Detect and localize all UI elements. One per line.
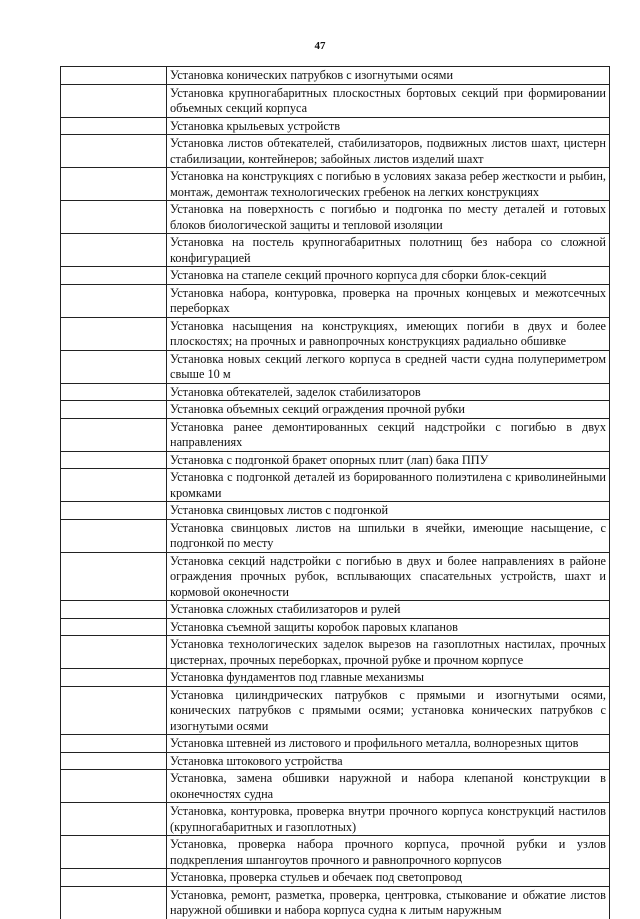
code-cell bbox=[61, 519, 167, 552]
operation-description: Установка, контуровка, проверка внутри прочного корпуса конструкций настилов (крупногабаритных и газоплотных) bbox=[167, 803, 610, 836]
table-row bbox=[61, 135, 610, 168]
operation-description: Установка ранее демонтированных секций надстройки с погибью в двух направлениях bbox=[167, 418, 610, 451]
code-cell bbox=[61, 317, 167, 350]
operation-description: Установка технологических заделок вырезов на газоплотных настилах, прочных цистернах, прочных переборках, прочной рубке и прочном корпусе bbox=[167, 636, 610, 669]
table-row bbox=[61, 267, 610, 285]
table-row bbox=[61, 284, 610, 317]
table-row bbox=[61, 735, 610, 753]
operation-description: Установка крыльевых устройств bbox=[167, 117, 610, 135]
table-row bbox=[61, 803, 610, 836]
operation-description: Установка, замена обшивки наружной и набора клепаной конструкции в оконечностях судна bbox=[167, 770, 610, 803]
operation-description: Установка крупногабаритных плоскостных бортовых секций при формировании объемных секций корпуса bbox=[167, 84, 610, 117]
code-cell bbox=[61, 234, 167, 267]
operation-description: Установка на конструкциях с погибью в условиях заказа ребер жесткости и рыбин, монтаж, демонтаж технологических гребенок на легких конструкциях bbox=[167, 168, 610, 201]
code-cell bbox=[61, 502, 167, 520]
operation-description: Установка новых секций легкого корпуса в средней части судна полупериметром свыше 10 м bbox=[167, 350, 610, 383]
code-cell bbox=[61, 267, 167, 285]
table-row bbox=[61, 519, 610, 552]
table-row bbox=[61, 383, 610, 401]
table-row bbox=[61, 552, 610, 601]
operation-description: Установка насыщения на конструкциях, имеющих погиби в двух и более плоскостях; на прочных и равнопрочных конструкциях радиально обшивке bbox=[167, 317, 610, 350]
operation-description: Установка объемных секций ограждения прочной рубки bbox=[167, 401, 610, 419]
code-cell bbox=[61, 201, 167, 234]
operation-description: Установка съемной защиты коробок паровых клапанов bbox=[167, 618, 610, 636]
table-row bbox=[61, 686, 610, 735]
operation-description: Установка с подгонкой деталей из борированного полиэтилена с криволинейными кромками bbox=[167, 469, 610, 502]
table-row bbox=[61, 770, 610, 803]
table-row bbox=[61, 401, 610, 419]
operation-description: Установка, проверка набора прочного корпуса, прочной рубки и узлов подкрепления шпангоутов прочного и равнопрочного корпусов bbox=[167, 836, 610, 869]
table-body bbox=[61, 67, 610, 919]
operation-description: Установка, проверка стульев и обечаек под светопровод bbox=[167, 869, 610, 887]
table-row bbox=[61, 601, 610, 619]
operation-description: Установка на постель крупногабаритных полотнищ без набора со сложной конфигурацией bbox=[167, 234, 610, 267]
code-cell bbox=[61, 886, 167, 919]
code-cell bbox=[61, 117, 167, 135]
code-cell bbox=[61, 636, 167, 669]
code-cell bbox=[61, 869, 167, 887]
operation-description: Установка секций надстройки с погибью в двух и более направлениях в районе ограждения прочных рубок, всплывающих спасательных устройств, шахт и кормовой оконечности bbox=[167, 552, 610, 601]
code-cell bbox=[61, 451, 167, 469]
table-row bbox=[61, 836, 610, 869]
code-cell bbox=[61, 770, 167, 803]
code-cell bbox=[61, 618, 167, 636]
table-row bbox=[61, 618, 610, 636]
operation-description: Установка конических патрубков с изогнутыми осями bbox=[167, 67, 610, 85]
operation-description: Установка обтекателей, заделок стабилизаторов bbox=[167, 383, 610, 401]
operation-description: Установка на стапеле секций прочного корпуса для сборки блок-секций bbox=[167, 267, 610, 285]
table-row bbox=[61, 469, 610, 502]
operation-description: Установка сложных стабилизаторов и рулей bbox=[167, 601, 610, 619]
code-cell bbox=[61, 383, 167, 401]
code-cell bbox=[61, 84, 167, 117]
table-row bbox=[61, 636, 610, 669]
table-row bbox=[61, 350, 610, 383]
code-cell bbox=[61, 686, 167, 735]
code-cell bbox=[61, 752, 167, 770]
table-row bbox=[61, 201, 610, 234]
code-cell bbox=[61, 803, 167, 836]
page-number: 47 bbox=[314, 40, 326, 52]
table-row bbox=[61, 886, 610, 919]
operation-description: Установка штокового устройства bbox=[167, 752, 610, 770]
table-row bbox=[61, 67, 610, 85]
table-row bbox=[61, 752, 610, 770]
table-row bbox=[61, 669, 610, 687]
operation-description: Установка, ремонт, разметка, проверка, центровка, стыкование и обжатие листов наружной обшивки и набора корпуса судна к литым наружным bbox=[167, 886, 610, 919]
operation-description: Установка листов обтекателей, стабилизаторов, подвижных листов шахт, цистерн стабилизации, контейнеров; забойных листов изделий шахт bbox=[167, 135, 610, 168]
table-row bbox=[61, 117, 610, 135]
table-row bbox=[61, 234, 610, 267]
table-row bbox=[61, 869, 610, 887]
code-cell bbox=[61, 284, 167, 317]
code-cell bbox=[61, 418, 167, 451]
code-cell bbox=[61, 401, 167, 419]
operation-description: Установка штевней из листового и профильного металла, волнорезных щитов bbox=[167, 735, 610, 753]
code-cell bbox=[61, 168, 167, 201]
table-row bbox=[61, 418, 610, 451]
table-row bbox=[61, 84, 610, 117]
operation-description: Установка фундаментов под главные механизмы bbox=[167, 669, 610, 687]
code-cell bbox=[61, 735, 167, 753]
table-row bbox=[61, 317, 610, 350]
operations-table bbox=[60, 66, 610, 919]
code-cell bbox=[61, 67, 167, 85]
table-row bbox=[61, 451, 610, 469]
operation-description: Установка цилиндрических патрубков с прямыми и изогнутыми осями, конических патрубков с прямыми осями; установка конических патрубков с изогнутыми осями bbox=[167, 686, 610, 735]
operation-description: Установка с подгонкой бракет опорных плит (лап) бака ППУ bbox=[167, 451, 610, 469]
operation-description: Установка на поверхность с погибью и подгонка по месту деталей и готовых блоков биологической защиты и тепловой изоляции bbox=[167, 201, 610, 234]
operation-description: Установка свинцовых листов на шпильки в ячейки, имеющие насыщение, с подгонкой по месту bbox=[167, 519, 610, 552]
table-row bbox=[61, 502, 610, 520]
code-cell bbox=[61, 350, 167, 383]
code-cell bbox=[61, 469, 167, 502]
code-cell bbox=[61, 836, 167, 869]
code-cell bbox=[61, 669, 167, 687]
code-cell bbox=[61, 135, 167, 168]
table-row bbox=[61, 168, 610, 201]
operation-description: Установка набора, контуровка, проверка на прочных концевых и межотсечных переборках bbox=[167, 284, 610, 317]
code-cell bbox=[61, 552, 167, 601]
operation-description: Установка свинцовых листов с подгонкой bbox=[167, 502, 610, 520]
code-cell bbox=[61, 601, 167, 619]
